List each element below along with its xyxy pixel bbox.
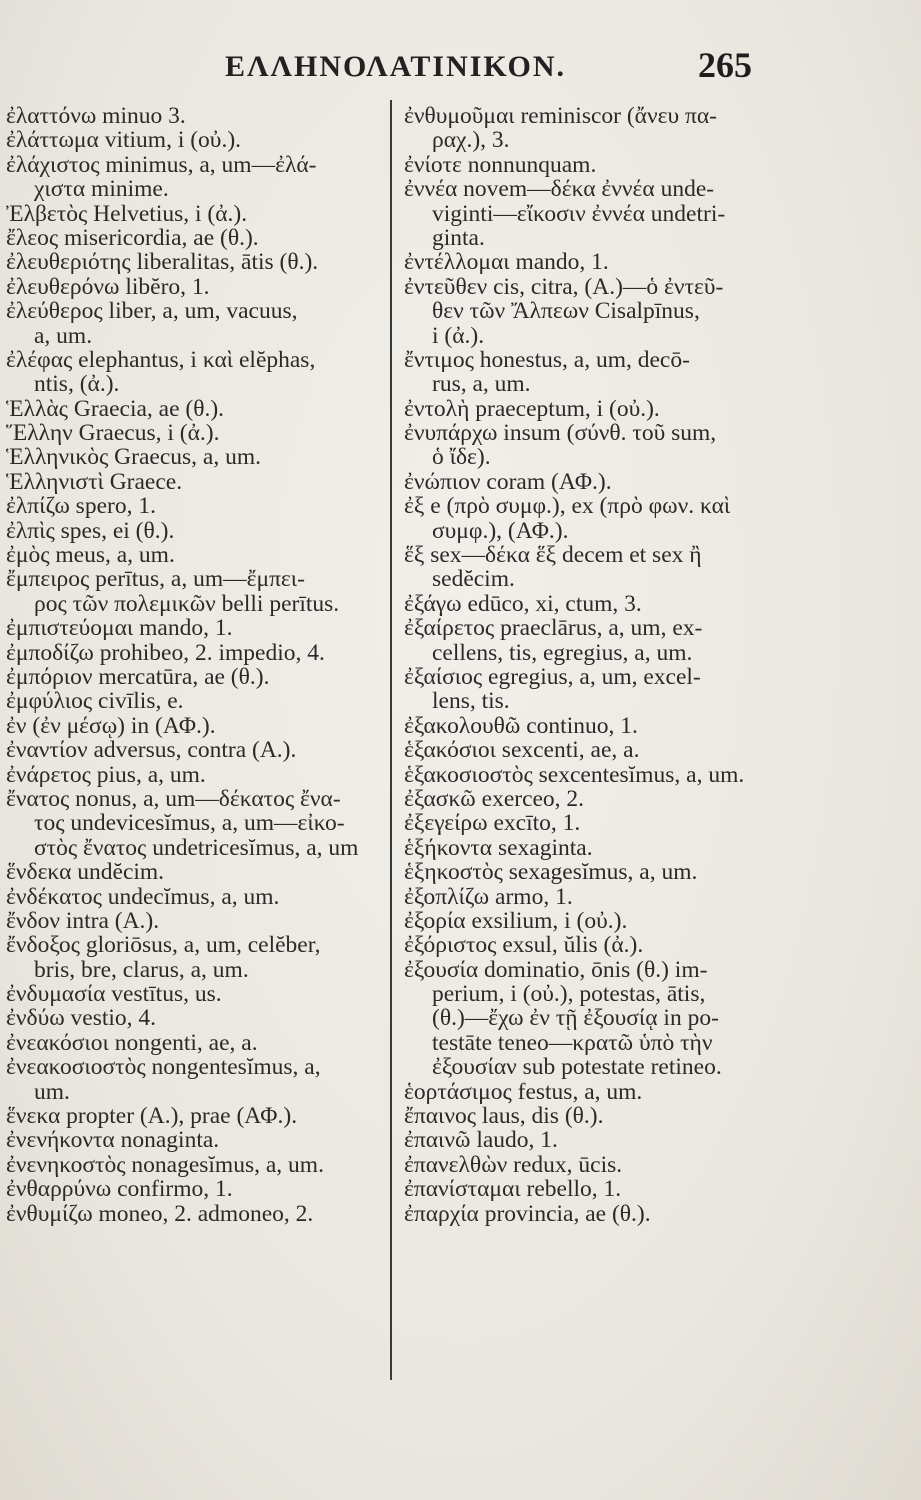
- dictionary-line: ραχ.), 3.: [432, 127, 510, 154]
- dictionary-line: a, um.: [34, 322, 93, 349]
- dictionary-line: ἐνενήκοντα nonaginta.: [6, 1127, 220, 1154]
- dictionary-line: ἐξ e (πρὸ συμφ.), ex (πρὸ φων. καὶ: [404, 493, 731, 520]
- dictionary-line: bris, bre, clarus, a, um.: [34, 956, 249, 983]
- dictionary-line: ἐξόριστος exsul, ŭlis (ἀ.).: [404, 932, 644, 959]
- dictionary-line: Ἑλληνιστὶ Graece.: [6, 468, 183, 495]
- dictionary-line: ἐξορία exsilium, i (οὐ.).: [404, 907, 628, 934]
- dictionary-line: χιστα minime.: [34, 176, 169, 203]
- left-column: [6, 104, 382, 1226]
- dictionary-line: Ἑλληνικὸς Graecus, a, um.: [6, 444, 261, 471]
- dictionary-line: συμφ.), (ΑΦ.).: [432, 517, 569, 544]
- dictionary-line: Ἕλλην Graecus, i (ἀ.).: [6, 420, 220, 447]
- dictionary-line: τος undevicesĭmus, a, um—εἰκο-: [34, 810, 345, 837]
- dictionary-line: ἔπαινος laus, dis (θ.).: [404, 1103, 604, 1130]
- dictionary-line: στὸς ἔνατος undetricesĭmus, a, um: [34, 834, 359, 861]
- dictionary-line: ἐνδυμασία vestītus, us.: [6, 981, 222, 1008]
- dictionary-line: cellens, tis, egregius, a, um.: [432, 639, 693, 666]
- dictionary-line: lens, tis.: [432, 688, 510, 715]
- dictionary-line: i (ἀ.).: [432, 322, 485, 349]
- dictionary-line: ἕνεκα propter (Α.), prae (ΑΦ.).: [6, 1103, 298, 1130]
- dictionary-line: ἐλπίζω spero, 1.: [6, 493, 156, 520]
- page-title: ΕΛΛΗΝΟΛΑΤΙΝΙΚΟΝ.: [225, 50, 566, 83]
- dictionary-line: ἐλπὶς spes, ei (θ.).: [6, 517, 175, 544]
- dictionary-line: ἐλέφας elephantus, i καὶ elĕphas,: [6, 346, 316, 373]
- dictionary-line: ἐλαττόνω minuo 3.: [6, 103, 186, 129]
- dictionary-line: ἐμφύλιος civīlis, e.: [6, 688, 184, 715]
- dictionary-line: sedĕcim.: [432, 566, 515, 593]
- dictionary-line: ἐναντίον adversus, contra (Α.).: [6, 737, 297, 764]
- dictionary-line: ἐξακολουθῶ continuo, 1.: [404, 712, 638, 739]
- dictionary-line: ἐνεακόσιοι nongenti, ae, a.: [6, 1029, 258, 1056]
- dictionary-line: ἐνίοτε nonnunquam.: [404, 151, 597, 178]
- dictionary-line: ἑξήκοντα sexaginta.: [404, 834, 593, 861]
- column-divider: [390, 100, 392, 1380]
- dictionary-line: ginta.: [432, 224, 485, 251]
- dictionary-line: ἑξηκοστὸς sexagesĭmus, a, um.: [404, 859, 698, 886]
- dictionary-line: Ἐλβετὸς Helvetius, i (ἀ.).: [6, 200, 248, 227]
- dictionary-line: ἐντέλλομαι mando, 1.: [404, 249, 609, 276]
- dictionary-line: ἕνδεκα undĕcim.: [6, 859, 165, 886]
- dictionary-line: ἐλάττωμα vitium, i (οὐ.).: [6, 127, 242, 154]
- dictionary-line: ἐνθυμίζω moneo, 2. admoneo, 2.: [6, 1200, 314, 1227]
- dictionary-line: ἐμποδίζω prohibeo, 2. impedio, 4.: [6, 639, 325, 666]
- dictionary-line: ἔντιμος honestus, a, um, decō-: [404, 346, 690, 373]
- dictionary-line: (θ.)—ἔχω ἐν τῇ ἐξουσίᾳ in po-: [432, 1005, 719, 1032]
- dictionary-line: rus, a, um.: [432, 371, 531, 398]
- dictionary-line: ἐννέα novem—δέκα ἐννέα unde-: [404, 176, 715, 203]
- dictionary-line: testāte teneo—κρατῶ ὑπὸ τὴν: [432, 1029, 713, 1056]
- dictionary-line: ntis, (ἀ.).: [34, 371, 120, 398]
- dictionary-line: ἐξουσία dominatio, ōnis (θ.) im-: [404, 956, 708, 983]
- dictionary-line: viginti—εἴκοσιν ἐννέα undetri-: [432, 200, 726, 227]
- dictionary-line: ἐξουσίαν sub potestate retineo.: [432, 1054, 722, 1081]
- dictionary-line: θεν τῶν Ἄλπεων Cisalpīnus,: [432, 298, 700, 325]
- dictionary-line: ἐλευθεριότης liberalitas, ātis (θ.).: [6, 249, 319, 276]
- dictionary-line: ἐνώπιον coram (ΑΦ.).: [404, 468, 612, 495]
- dictionary-line: ἐξαίσιος egregius, a, um, excel-: [404, 663, 701, 690]
- right-column: [404, 104, 904, 1226]
- dictionary-line: ἑξακοσιοστὸς sexcentesĭmus, a, um.: [404, 761, 745, 788]
- dictionary-line: perium, i (οὐ.), potestas, ātis,: [432, 981, 706, 1008]
- dictionary-line: ἐξεγείρω excīto, 1.: [404, 810, 581, 837]
- dictionary-line: ἐξασκῶ exerceo, 2.: [404, 785, 585, 812]
- dictionary-line: ἐνθαρρύνω confirmo, 1.: [6, 1176, 233, 1203]
- dictionary-line: ἐπανίσταμαι rebello, 1.: [404, 1176, 622, 1203]
- dictionary-line: ἕξ sex—δέκα ἕξ decem et sex ἢ: [404, 542, 702, 569]
- dictionary-line: ἐνθυμοῦμαι reminiscor (ἄνευ πα-: [404, 103, 717, 129]
- dictionary-line: ἔμπειρος perītus, a, um—ἔμπει-: [6, 566, 305, 593]
- dictionary-line: ἐμπιστεύομαι mando, 1.: [6, 615, 233, 642]
- dictionary-line: ἐμπόριον mercatūra, ae (θ.).: [6, 663, 270, 690]
- dictionary-line: ἐξάγω edūco, xi, ctum, 3.: [404, 590, 642, 617]
- dictionary-line: ἐνάρετος pius, a, um.: [6, 761, 206, 788]
- dictionary-line: ἐπαρχία provincia, ae (θ.).: [404, 1200, 651, 1227]
- dictionary-line: ἐνυπάρχω insum (σύνθ. τοῦ sum,: [404, 420, 717, 447]
- dictionary-line: ἐνδύω vestio, 4.: [6, 1005, 157, 1032]
- page-number: 265: [698, 45, 752, 85]
- dictionary-line: ἐλεύθερος liber, a, um, vacuus,: [6, 298, 298, 325]
- dictionary-line: ἐνδέκατος undecĭmus, a, um.: [6, 883, 280, 910]
- dictionary-line: ἑορτάσιμος festus, a, um.: [404, 1078, 643, 1105]
- dictionary-line: ἐπαινῶ laudo, 1.: [404, 1127, 558, 1154]
- dictionary-line: ἐνενηκοστὸς nonagesĭmus, a, um.: [6, 1151, 324, 1178]
- dictionary-line: ἐλάχιστος minimus, a, um—ἐλά-: [6, 151, 317, 178]
- page-header: [0, 40, 921, 100]
- dictionary-line: ἔνδον intra (Α.).: [6, 907, 160, 934]
- dictionary-line: ἐξοπλίζω armo, 1.: [404, 883, 573, 910]
- dictionary-line: ἔνδοξος gloriōsus, a, um, celĕber,: [6, 932, 321, 959]
- dictionary-line: ἐπανελθὼν redux, ūcis.: [404, 1151, 623, 1178]
- dictionary-line: um.: [34, 1078, 70, 1105]
- dictionary-line: ἔλεος misericordia, ae (θ.).: [6, 224, 259, 251]
- dictionary-line: ἐντολὴ praeceptum, i (οὐ.).: [404, 395, 660, 422]
- dictionary-line: ρος τῶν πολεμικῶν belli perītus.: [34, 590, 340, 617]
- dictionary-line: ἐνεακοσιοστὸς nongentesĭmus, a,: [6, 1054, 321, 1081]
- dictionary-line: ἐμὸς meus, a, um.: [6, 542, 175, 569]
- dictionary-line: ἑξακόσιοι sexcenti, ae, a.: [404, 737, 640, 764]
- dictionary-line: ἐν (ἐν μέσῳ) in (ΑΦ.).: [6, 712, 216, 739]
- dictionary-line: Ἑλλὰς Graecia, ae (θ.).: [6, 395, 225, 422]
- dictionary-line: ἐντεῦθεν cis, citra, (Α.)—ὁ ἐντεῦ-: [404, 273, 724, 300]
- dictionary-line: ἐλευθερόνω libĕro, 1.: [6, 273, 210, 300]
- dictionary-line: ἐξαίρετος praeclārus, a, um, ex-: [404, 615, 703, 642]
- dictionary-line: ὁ ἴδε).: [432, 444, 491, 471]
- dictionary-line: ἔνατος nonus, a, um—δέκατος ἔνα-: [6, 785, 341, 812]
